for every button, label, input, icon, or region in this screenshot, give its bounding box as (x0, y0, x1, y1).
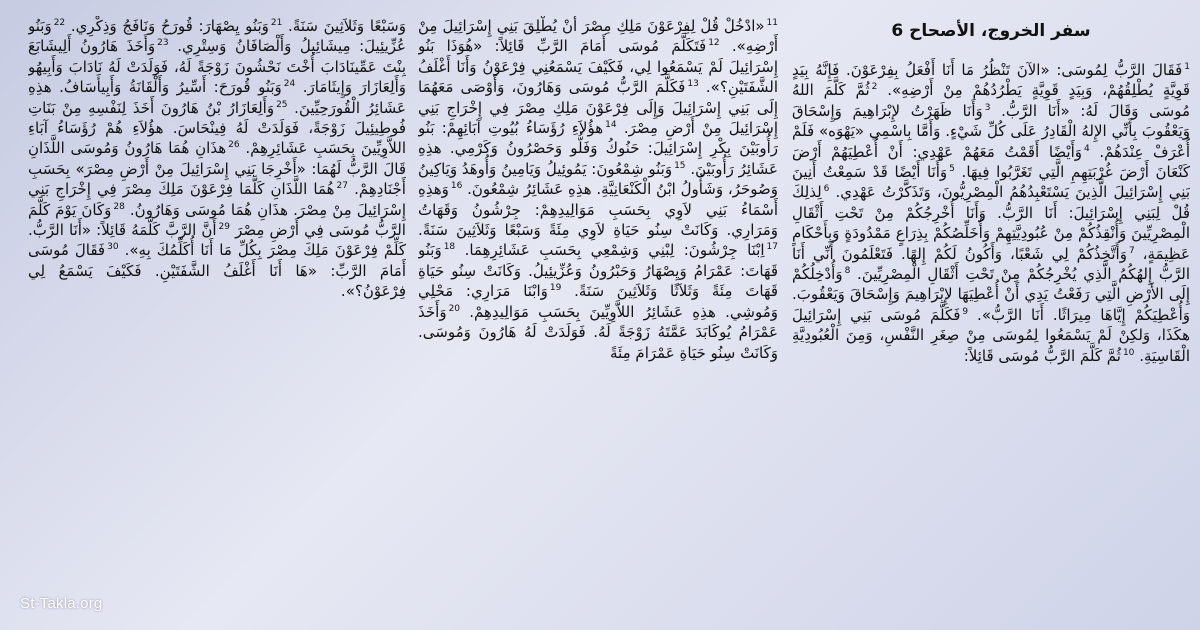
verse-number: 25 (276, 99, 288, 110)
verse-number: 11 (766, 18, 778, 28)
verse-number: 8 (844, 266, 851, 277)
verse-number: 10 (1122, 347, 1135, 358)
verse-text: هُمَا اللَّذَانِ كَلَّمَا فِرْعَوْنَ مَلِكَ مِصْرَ فِي إِخْرَاجِ بَنِي إِسْرَائِيلَ مِنْ مِصْرَ. هذَانِ هُمَا مُوسَى وَهَارُونُ. (28, 180, 406, 219)
verse-number: 21 (270, 18, 283, 28)
verse-text: أَنَّ الرَّبَّ كَلَّمَهُ قَائِلاً: «أَنَا الرَّبُّ. كَلِّمْ فِرْعَوْنَ مَلِكَ مِصْرَ بِكُلِّ مَا أَنَا أُكَلِّمُكَ بِهِ». (28, 221, 406, 260)
verse-number: 15 (674, 160, 686, 171)
verse-text: وَأَنَا أَيْضًا قَدْ سَمِعْتُ أَنِينَ بَنِي إِسْرَائِيلَ الَّذِينَ يَسْتَعْبِدُهُمُ الْمِصْرِيُّونَ، وَتَذَكَّرْتُ عَهْدِي. (792, 163, 1190, 202)
verse-text: فَقَالَ الرَّبُّ لِمُوسَى: «الآنَ تَنْظُرُ مَا أَنَا أَفْعَلُ بِفِرْعَوْنَ. فَإِنَّهُ بِيَدٍ قَوِيَّةٍ يُطْلِقُهُمْ، وَبِيَدٍ قَوِيَّةٍ يَطْرُدُهُمْ مِنْ أَرْضِهِ». (792, 61, 1190, 100)
column-middle (418, 16, 778, 618)
column-right (792, 14, 1190, 616)
verse-text: وَبَنُو قُورَحَ: أَسِّيرُ وَأَلْقَانَةُ وَأَبِيأَسَافُ. هذِهِ عَشَائِرُ الْقُورَحِيِّينَ. (28, 78, 406, 117)
verse-number: 13 (687, 79, 699, 90)
verse-number: 23 (157, 38, 169, 49)
verse-text: فَقَالَ مُوسَى أَمَامَ الرَّبِّ: «هَا أَنَا أَغْلَفُ الشَّفَتَيْنِ. فَكَيْفَ يَسْمَعُ لِي فِرْعَوْنُ؟». (28, 241, 406, 301)
verse-number: 9 (962, 306, 969, 317)
verse-text: وَأُدْخِلُكُمْ إِلَى الأَرْضِ الَّتِي رَفَعْتُ يَدِي أَنْ أُعْطِيَهَا لإِبْرَاهِيمَ وَإِسْحَاقَ وَيَعْقُوبَ. وَأُعْطِيَكُمْ إِيَّاهَا مِيرَاثًا. أَنَا الرَّبُّ». (792, 265, 1190, 324)
verse (288, 17, 406, 35)
verse (465, 241, 778, 259)
watermark: St-Takla.org (20, 595, 103, 612)
verse-text: اِبْنَا جِرْشُونَ: لِبْنِي وَشِمْعِي بِحَسَبِ عَشَائِرِهِمَا. (464, 241, 765, 260)
verse (964, 347, 1135, 365)
verse-text: وَكَانَ يَوْمَ كَلَّمَ الرَّبُّ مُوسَى فِي أَرْضِ مِصْرَ (28, 200, 406, 240)
verse-number: 19 (549, 283, 562, 294)
verses-right (792, 60, 1190, 366)
verse (792, 245, 1190, 283)
verse-number: 29 (218, 222, 230, 233)
verse-number: 18 (443, 242, 456, 253)
verse-text: وَبَنُو يِصْهَارَ: قُورَحُ وَنَافَجُ وَذِكْرِي. (70, 17, 269, 35)
verse-text: وَبَنُو عُزِّيئِيلَ: مِيشَائِيلُ وَأَلْصَافَانُ وَسِتْرِي. (28, 17, 406, 56)
verse-number: 30 (107, 242, 119, 253)
verse-text: لِذلِكَ قُلْ لِبَنِي إِسْرَائِيلَ: أَنَا الرَّبُّ. وَأَنَا أُخْرِجُكُمْ مِنْ تَحْتِ أَثْقَالِ الْمِصْرِيِّينَ وَأُنْقِذُكُمْ مِنْ عُبُودِيَّتِهِمْ وَأُخَلِّصُكُمْ بِذِرَاعٍ مَمْدُودَةٍ وَبِأَحْكَامٍ عَظِيمَةٍ، (792, 183, 1190, 263)
verse-text: «ادْخُلْ قُلْ لِفِرْعَوْنَ مَلِكِ مِصْرَ أَنْ يُطْلِقَ بَنِي إِسْرَائِيلَ مِنْ أَرْضِهِ». (418, 17, 778, 56)
verse-text: وَأَخَذَ هَارُونُ أَلِيشَابَعَ بِنْتَ عَمِّينَادَابَ أُخْتَ نَحْشُونَ زَوْجَةً لَهُ، فَوَلَدَتْ لَهُ نَادَابَ وَأَبِيهُو وَأَلِعَازَارَ وَإِيثَامَارَ. (28, 37, 406, 97)
verse-text: هذَانِ هُمَا هَارُونُ وَمُوسَى اللَّذَانِ قَالَ الرَّبُّ لَهُمَا: «أَخْرِجَا بَنِي إِسْرَائِيلَ مِنْ أَرْضِ مِصْرَ» بِحَسَبِ أَجْنَادِهِمْ. (28, 139, 406, 199)
verse (71, 17, 282, 35)
verse-number: 28 (113, 201, 125, 212)
column-left (28, 16, 406, 618)
verse-number: 1 (1184, 62, 1190, 72)
verse-text: وَسَبْعًا وَثَلاَثِينَ سَنَةً. (288, 17, 406, 35)
verse-number: 14 (605, 120, 617, 131)
verse-text: وَابْنَا مَرَارِي: مَحْلِي وَمُوشِي. هذِهِ عَشَائِرُ اللاَّوِيِّينَ بِحَسَبِ مَوَالِيدِهِمْ. (418, 282, 778, 321)
verse-number: 12 (708, 38, 720, 49)
verse-number: 7 (1128, 245, 1135, 256)
verse-number: 27 (336, 181, 348, 192)
verse-number: 20 (448, 303, 461, 314)
verses-middle (418, 16, 778, 363)
verse-number: 22 (53, 18, 66, 28)
verse-text: وَبَنُو شِمْعُونَ: يَمُوئِيلُ وَيَامِينُ وَأُوهَدُ وَيَاكِينُ وَصُوحَرُ، وَشَأُولُ ابْنُ الْكَنْعَانِيَّةِ. هذِهِ عَشَائِرُ شِمْعُونَ. (418, 159, 778, 199)
verse-text: وَأَتَّخِذُكُمْ لِي شَعْبًا، وَأَكُونُ لَكُمْ إِلهًا. فَتَعْلَمُونَ أَنِّي أَنَا الرَّبُّ إِلهُكُمُ الَّذِي يُخْرِجُكُمْ مِنْ تَحْتِ أَثْقَالِ الْمِصْرِيِّينَ. (792, 244, 1190, 284)
verse-text: فَتَكَلَّمَ مُوسَى أَمَامَ الرَّبِّ قَائِلاً: «هُوَذَا بَنُو إِسْرَائِيلَ لَمْ يَسْمَعُوا لِي، فَكَيْفَ يَسْمَعُنِي فِرْعَوْنُ وَأَنَا أَغْلَفُ الشَّفَتَيْنِ؟». (418, 37, 778, 97)
verse-number: 6 (823, 184, 830, 195)
verse-text: وَأَنَا ظَهَرْتُ لإِبْرَاهِيمَ وَإِسْحَاقَ وَيَعْقُوبَ بِأَنِّي الإِلهُ الْقَادِرُ عَلَى كُلِّ شَيْءٍ. وَأَمَّا بِاسْمِي «يَهْوَه» فَلَمْ أُعْرَفْ عِنْدَهُمْ. (792, 101, 1190, 161)
verse-number: 4 (1084, 143, 1090, 154)
verse-number: 3 (984, 102, 991, 113)
verse-text: وَأَخَذَ عَمْرَامُ يُوكَابَدَ عَمَّتَهُ زَوْجَةً لَهُ. فَوَلَدَتْ لَهُ هَارُونَ وَمُوسَى. وَكَانَتْ سِنُو حَيَاةِ عَمْرَامَ مِئَةً (418, 302, 778, 362)
verse-text: فَكَلَّمَ الرَّبُّ مُوسَى وَهَارُونَ، وَأَوْصَى مَعَهُمَا إِلَى بَنِي إِسْرَائِيلَ وَإِلَى فِرْعَوْنَ مَلِكِ مِصْرَ فِي إِخْرَاجِ بَنِي إِسْرَائِيلَ مِنْ أَرْضِ مِصْرَ. (418, 78, 778, 138)
verse-number: 24 (283, 79, 296, 90)
verse-number: 5 (949, 164, 955, 175)
verse-number: 16 (450, 181, 463, 192)
verse-text: ثُمَّ كَلَّمَ اللهُ مُوسَى وَقَالَ لَهُ: «أَنَا الرَّبُّ. (792, 81, 1190, 120)
verse-number: 17 (766, 242, 778, 253)
verse-text: وَأَيْضًا أَقَمْتُ مَعَهُمْ عَهْدِي: أَنْ أُعْطِيَهُمْ أَرْضَ كَنْعَانَ أَرْضَ غُرْبَتِهِمِ الَّتِي تَغَرَّبُوا فِيهَا. (792, 142, 1190, 182)
verse-text: هؤُلاَءِ رُؤَسَاءُ بُيُوتِ آبَائِهِمْ: بَنُو رَأُوبَيْنَ بِكْرِ إِسْرَائِيلَ: حَنُوكُ وَفَلُّو وَحَصْرُونُ وَكَرْمِي. هذِهِ عَشَائِرُ رَأُوبَيْنَ. (418, 119, 778, 178)
verse-text: فَكَلَّمَ مُوسَى بَنِي إِسْرَائِيلَ هكَذَا، وَلكِنْ لَمْ يَسْمَعُوا لِمُوسَى مِنْ صِغَرِ النَّفْسِ، وَمِنَ الْعُبُودِيَّةِ الْقَاسِيَةِ. (792, 305, 1190, 365)
verses-left (28, 16, 406, 302)
verse-text: وَبَنُو قَهَاتَ: عَمْرَامُ وَيِصْهَارُ وَحَبْرُونُ وَعُزِّيئِيلُ. وَكَانَتْ سِنُو حَيَاةِ قَهَاتَ مِئَةً وَثَلاَثًا وَثَلاَثِينَ سَنَةً. (418, 241, 778, 301)
verse-number: 26 (228, 140, 240, 151)
verse-text: وَأَلِعَازَارُ بْنُ هَارُونَ أَخَذَ لِنَفْسِهِ مِنْ بَنَاتِ فُوطِيئِيلَ زَوْجَةً، فَوَلَدَتْ لَهُ فِينْحَاسَ. هؤُلاَءِ هُمْ رُؤَسَاءُ آبَاءِ اللاَّوِيِّينَ بِحَسَبِ عَشَائِرِهِمْ. (28, 98, 406, 158)
verse-number: 2 (871, 82, 878, 93)
verse-text: ثُمَّ كَلَّمَ الرَّبُّ مُوسَى قَائِلاً: (963, 346, 1121, 365)
chapter-title: سفر الخروج، الأصحاح 6 (891, 21, 1091, 41)
verse-text: وَهذِهِ أَسْمَاءُ بَنِي لاَوِي بِحَسَبِ مَوَالِيدِهِمْ: جِرْشُونُ وَقَهَاتُ وَمَرَارِي. وَكَانَتْ سِنُو حَيَاةِ لاَوِي مِئَةً وَسَبْعًا وَثَلاَثِينَ سَنَةً. (418, 180, 778, 240)
